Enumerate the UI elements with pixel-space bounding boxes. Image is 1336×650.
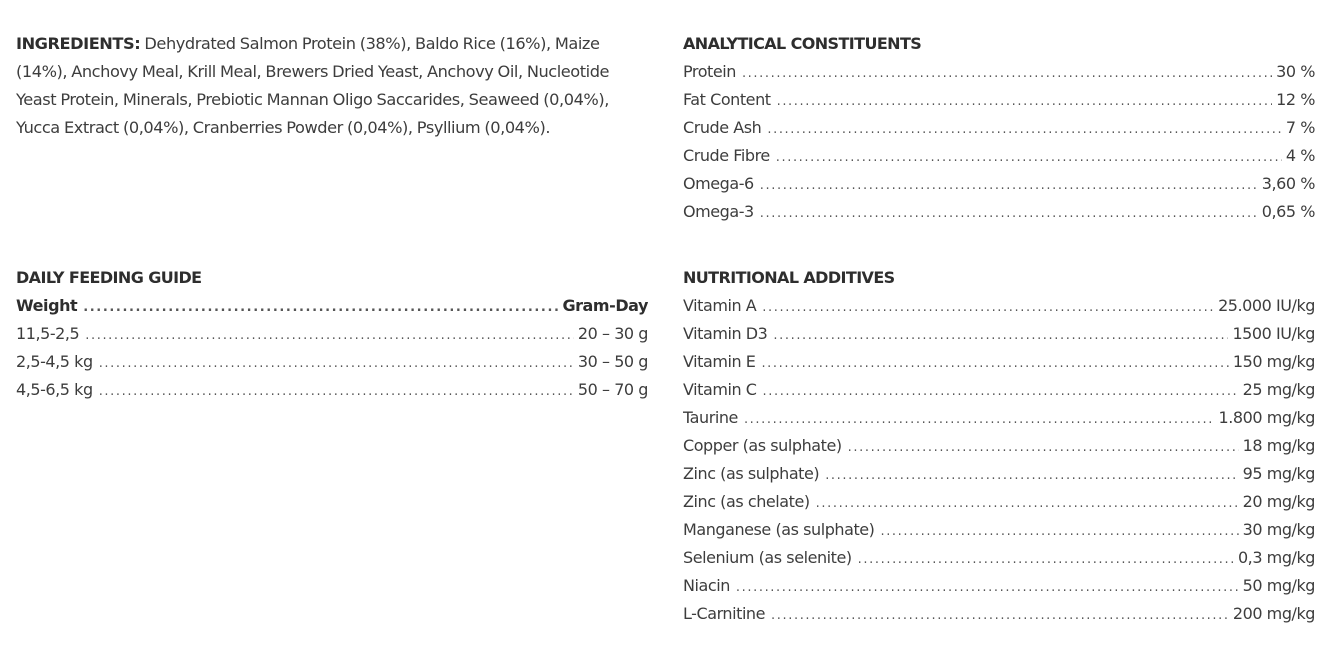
- dot-leader: [777, 88, 1273, 114]
- additive-label: Vitamin E: [683, 352, 756, 371]
- additive-label: Copper (as sulphate): [683, 436, 842, 455]
- dot-leader: [848, 434, 1239, 460]
- additive-row: [683, 572, 1315, 600]
- additive-label: Zinc (as sulphate): [683, 464, 820, 483]
- constituent-value: 3,60 %: [1261, 174, 1315, 193]
- dot-leader: [763, 378, 1239, 404]
- dot-leader: [773, 322, 1228, 348]
- constituent-row: [683, 170, 1315, 198]
- constituent-value: 7 %: [1285, 118, 1315, 137]
- additive-label: Zinc (as chelate): [683, 492, 810, 511]
- constituent-label: Crude Fibre: [683, 146, 770, 165]
- feeding-row-grams: 30 – 50 g: [577, 352, 648, 371]
- constituent-label: Protein: [683, 62, 736, 81]
- feeding-guide-list: [16, 292, 648, 404]
- constituent-value: 0,65 %: [1261, 202, 1315, 221]
- dot-leader: [760, 172, 1258, 198]
- additive-row: [683, 404, 1315, 432]
- additive-value: 30 mg/kg: [1242, 520, 1315, 539]
- constituent-value: 4 %: [1285, 146, 1315, 165]
- additive-value: 1.800 mg/kg: [1218, 408, 1315, 427]
- feeding-row: [16, 320, 648, 348]
- dot-leader: [85, 322, 574, 348]
- feeding-row-weight: 2,5-4,5 kg: [16, 352, 93, 371]
- additive-label: Niacin: [683, 576, 730, 595]
- constituent-row: [683, 114, 1315, 142]
- additive-row: [683, 376, 1315, 404]
- additive-value: 50 mg/kg: [1242, 576, 1315, 595]
- additive-row: [683, 460, 1315, 488]
- constituent-label: Omega-6: [683, 174, 754, 193]
- additive-value: 25 mg/kg: [1242, 380, 1315, 399]
- feeding-row-weight: 4,5-6,5 kg: [16, 380, 93, 399]
- additive-row: [683, 320, 1315, 348]
- dot-leader: [762, 294, 1214, 320]
- additive-label: Vitamin A: [683, 296, 757, 315]
- ingredients-label: INGREDIENTS:: [16, 34, 141, 53]
- additive-value: 200 mg/kg: [1232, 604, 1315, 623]
- additive-row: [683, 544, 1315, 572]
- additive-label: Taurine: [683, 408, 738, 427]
- additive-label: Manganese (as sulphate): [683, 520, 875, 539]
- feeding-header-gram-day: Gram-Day: [562, 296, 648, 315]
- constituent-row: [683, 58, 1315, 86]
- additive-value: 18 mg/kg: [1242, 436, 1315, 455]
- constituent-value: 12 %: [1276, 90, 1315, 109]
- feeding-header-weight: Weight: [16, 296, 78, 315]
- analytical-constituents-list: [683, 58, 1315, 226]
- constituent-label: Crude Ash: [683, 118, 762, 137]
- ingredients-paragraph: [16, 30, 648, 142]
- additive-label: L-Carnitine: [683, 604, 766, 623]
- additive-row: [683, 432, 1315, 460]
- feeding-guide-title: DAILY FEEDING GUIDE: [16, 268, 202, 287]
- feeding-row: [16, 376, 648, 404]
- feeding-guide-header-row: [16, 292, 648, 320]
- nutritional-additives-title: NUTRITIONAL ADDITIVES: [683, 268, 895, 287]
- constituent-value: 30 %: [1276, 62, 1315, 81]
- dot-leader: [816, 490, 1239, 516]
- additive-label: Selenium (as selenite): [683, 548, 852, 567]
- dot-leader: [744, 406, 1215, 432]
- constituent-label: Fat Content: [683, 90, 771, 109]
- dot-leader: [858, 546, 1234, 572]
- constituent-row: [683, 86, 1315, 114]
- feeding-row-grams: 50 – 70 g: [577, 380, 648, 399]
- feeding-row: [16, 348, 648, 376]
- additive-row: [683, 600, 1315, 628]
- additive-value: 20 mg/kg: [1242, 492, 1315, 511]
- additive-value: 0,3 mg/kg: [1237, 548, 1315, 567]
- dot-leader: [880, 518, 1238, 544]
- constituent-row: [683, 142, 1315, 170]
- additive-label: Vitamin C: [683, 380, 757, 399]
- dot-leader: [761, 350, 1228, 376]
- dot-leader: [83, 294, 558, 320]
- constituent-label: Omega-3: [683, 202, 754, 221]
- dot-leader: [99, 350, 574, 376]
- ingredients-text: Dehydrated Salmon Protein (38%), Baldo Rice (16%), Maize (14%), Anchovy Meal, Krill Meal, Brewers Dried Yeast, Anchovy Oil, Nucleotide Yeast Protein, Minerals, Prebiotic Mannan Oligo Saccarides, Seaweed (0,04%), Yucca Extract (0,04%), Cranberries Powder (0,04%), Psyllium (0,04%).: [16, 34, 610, 137]
- additive-row: [683, 488, 1315, 516]
- additive-value: 95 mg/kg: [1242, 464, 1315, 483]
- analytical-constituents-title: ANALYTICAL CONSTITUENTS: [683, 34, 922, 53]
- additive-value: 1500 IU/kg: [1232, 324, 1315, 343]
- dot-leader: [99, 378, 574, 404]
- additive-value: 150 mg/kg: [1232, 352, 1315, 371]
- dot-leader: [760, 200, 1258, 226]
- dot-leader: [736, 574, 1239, 600]
- additive-value: 25.000 IU/kg: [1218, 296, 1315, 315]
- additive-label: Vitamin D3: [683, 324, 768, 343]
- additive-row: [683, 292, 1315, 320]
- dot-leader: [825, 462, 1238, 488]
- dot-leader: [776, 144, 1282, 170]
- feeding-row-grams: 20 – 30 g: [577, 324, 648, 343]
- additive-row: [683, 516, 1315, 544]
- nutritional-additives-list: [683, 292, 1315, 628]
- additive-row: [683, 348, 1315, 376]
- dot-leader: [767, 116, 1282, 142]
- dot-leader: [742, 60, 1272, 86]
- constituent-row: [683, 198, 1315, 226]
- dot-leader: [771, 602, 1229, 628]
- feeding-row-weight: 11,5-2,5: [16, 324, 80, 343]
